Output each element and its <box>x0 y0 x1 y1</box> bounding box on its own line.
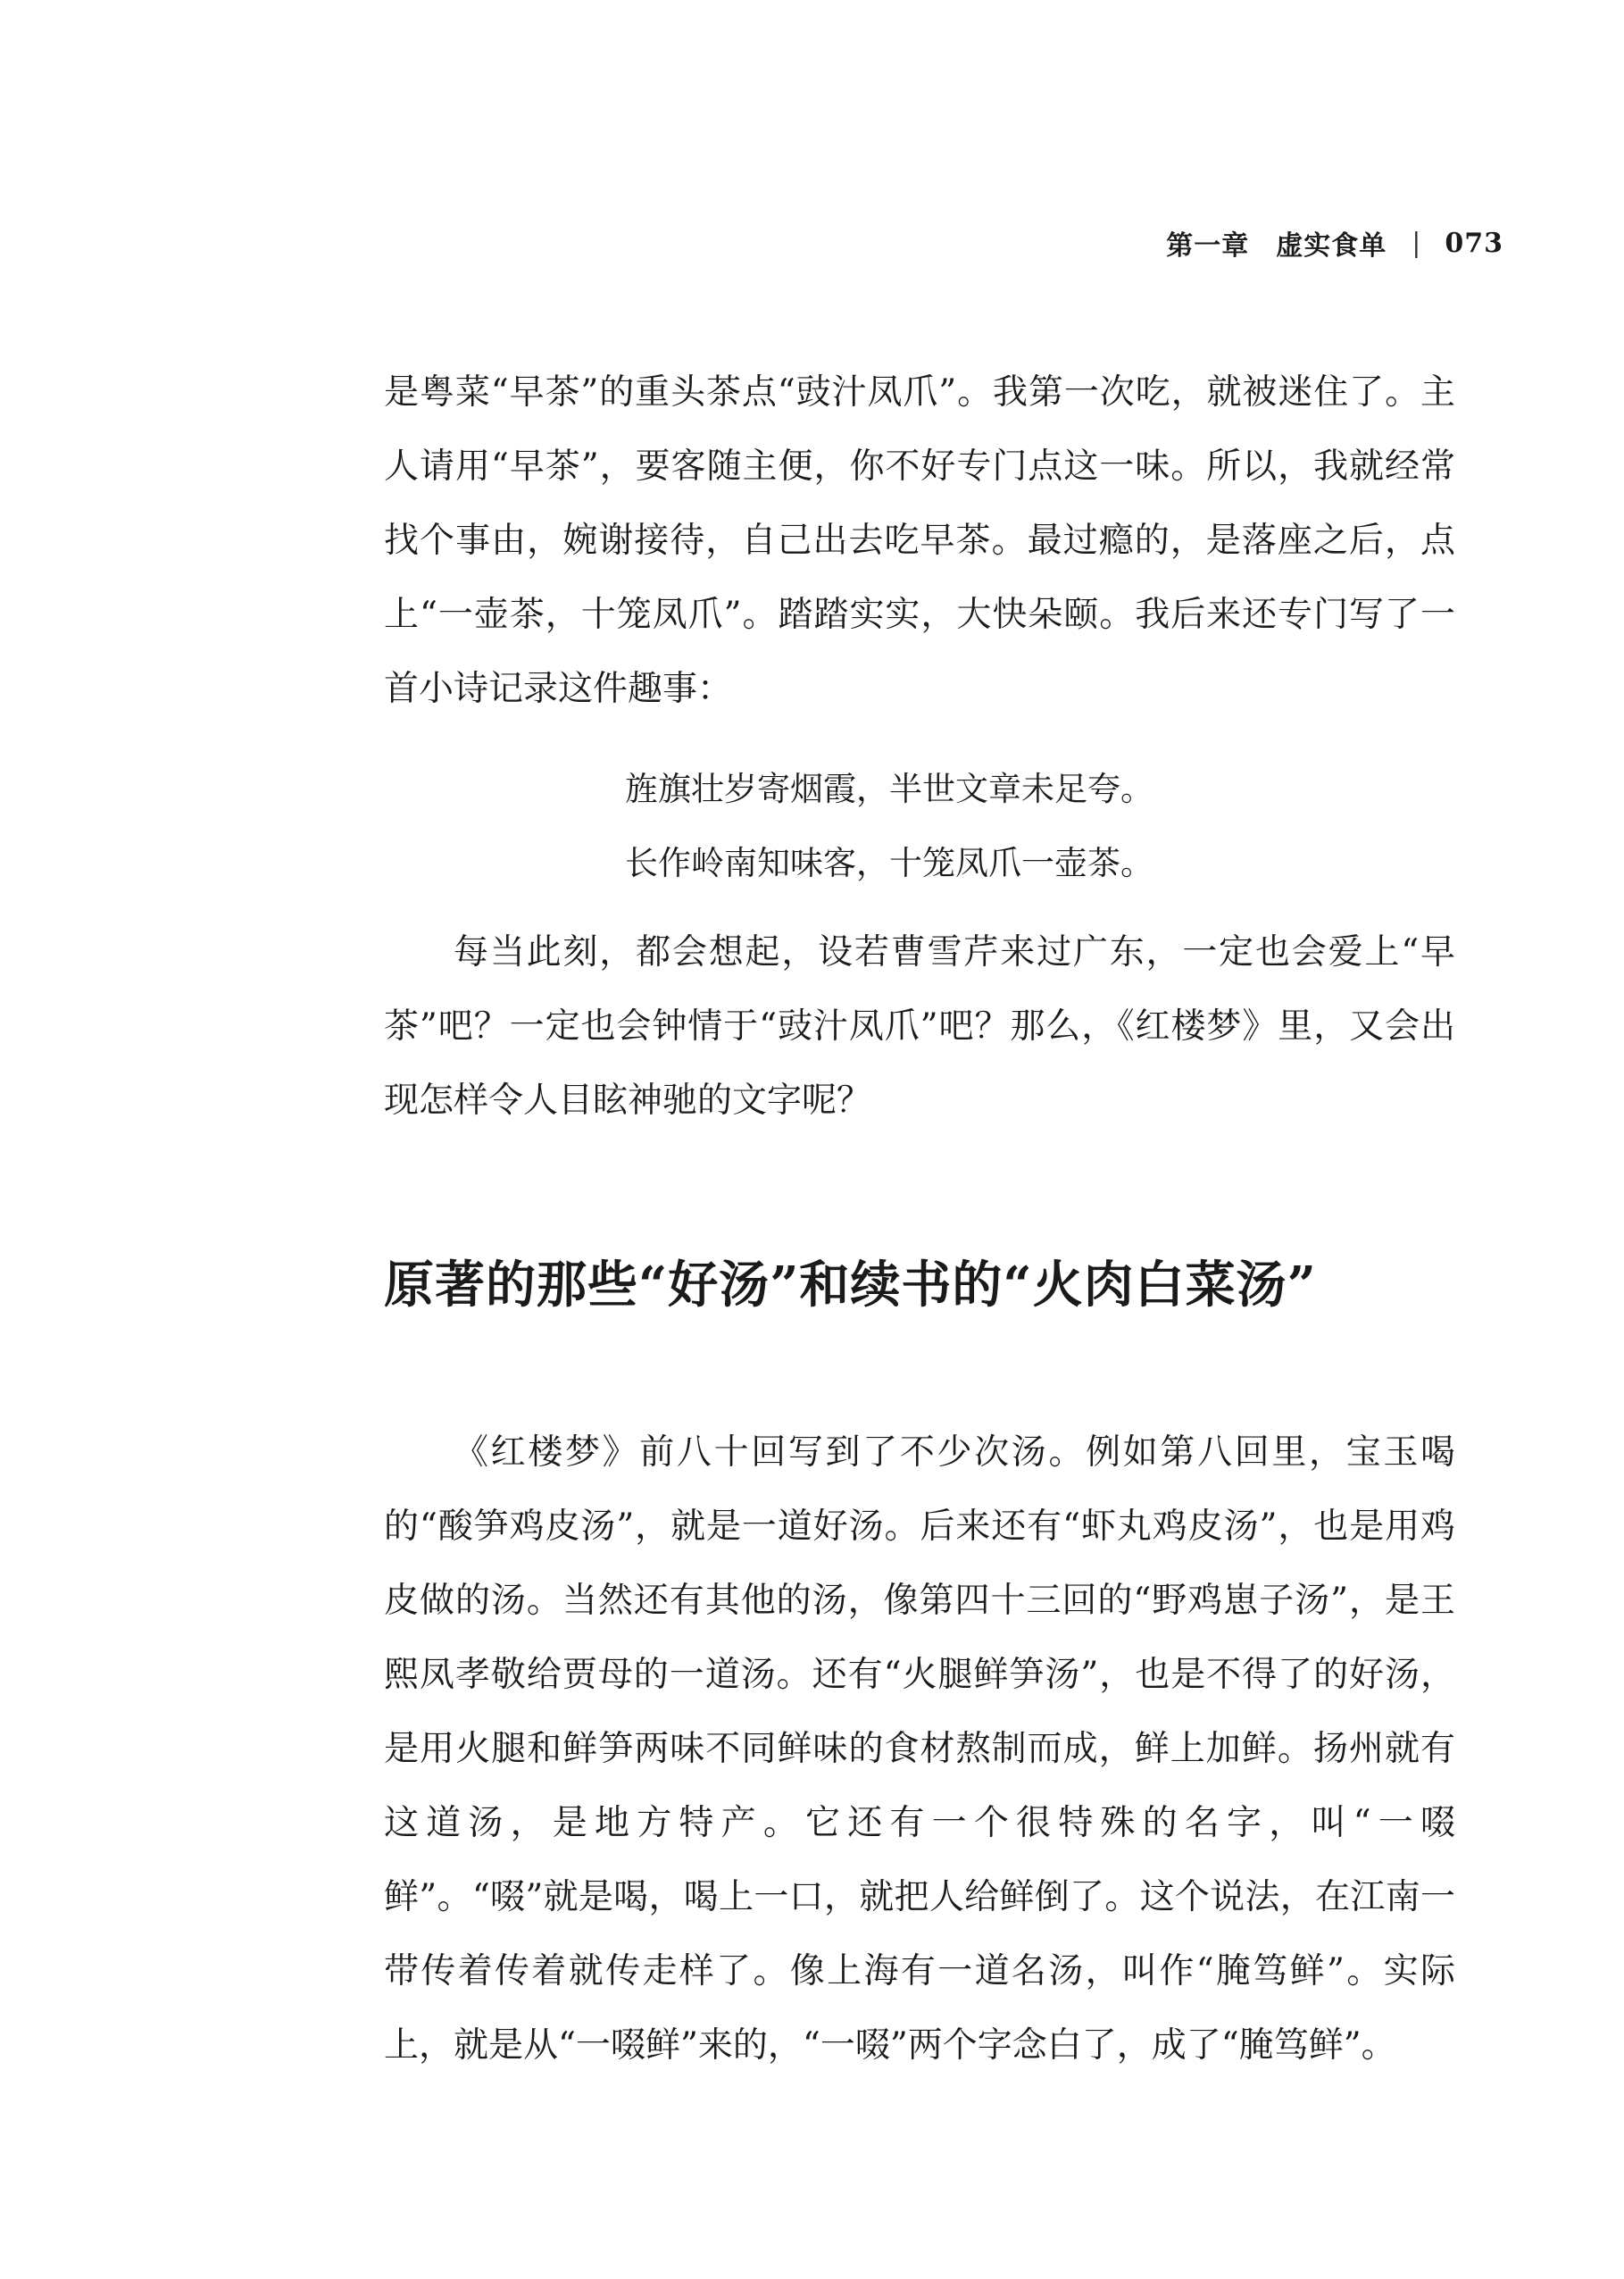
poem <box>625 752 1153 900</box>
poem-line-1: 旌旗壮岁寄烟霞，半世文章未足夸。 <box>625 770 1153 808</box>
running-head <box>1166 223 1503 263</box>
paragraph-2: 每当此刻，都会想起，设若曹雪芹来过广东，一定也会爱上“早茶”吧？一定也会钟情于“豉汁凤爪”吧？那么，《红楼梦》里，又会出现怎样令人目眩神驰的文字呢？ <box>384 932 1455 1121</box>
paragraph-1: 是粤菜“早茶”的重头茶点“豉汁凤爪”。我第一次吃，就被迷住了。主人请用“早茶”，要客随主便，你不好专门点这一味。所以，我就经常找个事由，婉谢接待，自己出去吃早茶。最过瘾的，是落座之后，点上“一壶茶，十笼凤爪”。踏踏实实，大快朵颐。我后来还专门写了一首小诗记录这件趣事： <box>384 372 1455 709</box>
paragraph-3: 《红楼梦》前八十回写到了不少次汤。例如第八回里，宝玉喝的“酸笋鸡皮汤”，就是一道好汤。后来还有“虾丸鸡皮汤”，也是用鸡皮做的汤。当然还有其他的汤，像第四十三回的“野鸡崽子汤”，是王熙凤孝敬给贾母的一道汤。还有“火腿鲜笋汤”，也是不得了的好汤，是用火腿和鲜笋两味不同鲜味的食材熬制而成，鲜上加鲜。扬州就有这道汤，是地方特产。它还有一个很特殊的名字，叫“一啜鲜”。“啜”就是喝，喝上一口，就把人给鲜倒了。这个说法，在江南一带传着传着就传走样了。像上海有一道名汤，叫作“腌笃鲜”。实际上，就是从“一啜鲜”来的，“一啜”两个字念白了，成了“腌笃鲜”。 <box>384 1432 1455 2066</box>
header-separator: | <box>1412 227 1422 259</box>
poem-line-2: 长作岭南知味客，十笼凤爪一壶茶。 <box>625 844 1153 882</box>
chapter-title: 虚实食单 <box>1276 230 1387 262</box>
section-heading: 原著的那些“好汤”和续书的“火肉白菜汤” <box>384 1256 1317 1315</box>
chapter-label: 第一章 <box>1166 230 1250 262</box>
page-number: 073 <box>1445 227 1503 259</box>
